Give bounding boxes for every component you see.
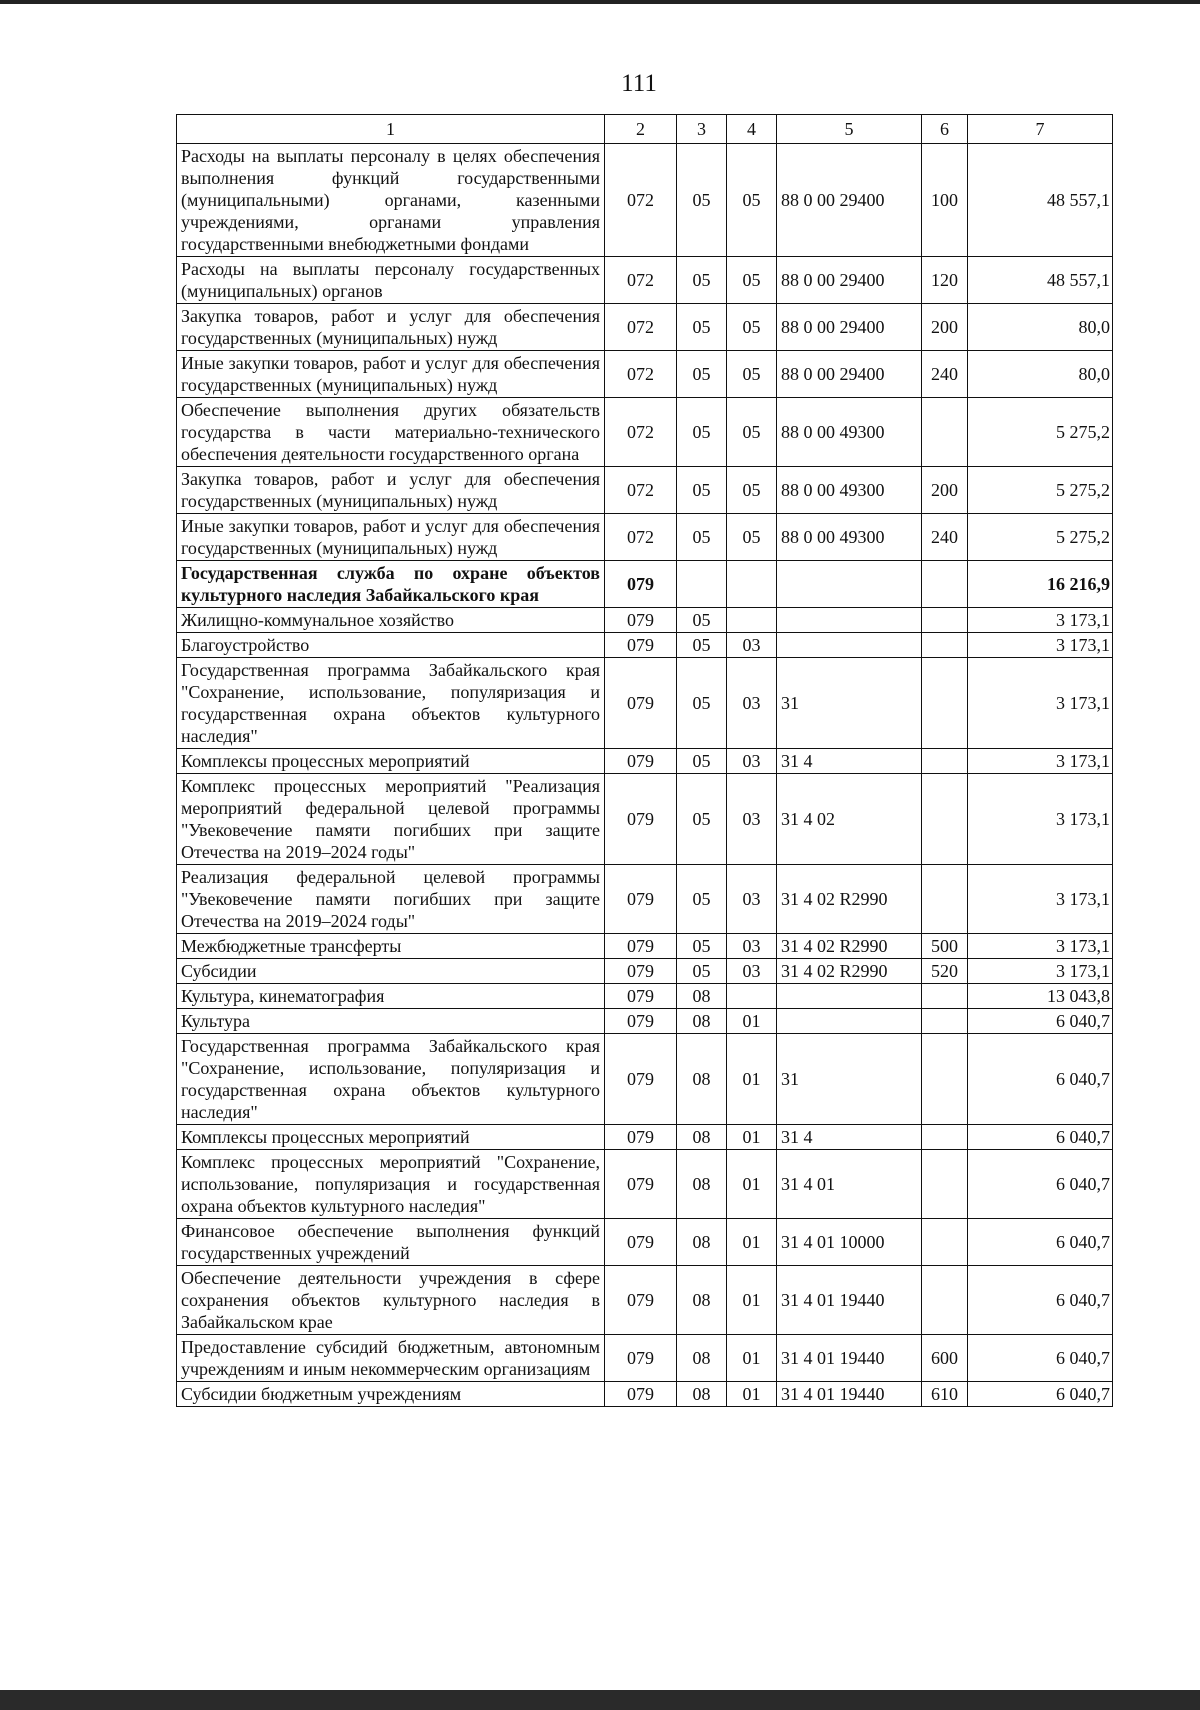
row-description: Обеспечение деятельности учреждения в сфере сохранения объектов культурного наследия в Забайкальском крае xyxy=(177,1266,605,1335)
target-article-code xyxy=(777,608,922,633)
amount: 5 275,2 xyxy=(968,514,1113,561)
subsection-code: 01 xyxy=(727,1382,777,1407)
target-article-code: 88 0 00 49300 xyxy=(777,514,922,561)
admin-code: 079 xyxy=(605,774,677,865)
target-article-code: 31 xyxy=(777,1034,922,1125)
admin-code: 079 xyxy=(605,984,677,1009)
amount: 6 040,7 xyxy=(968,1219,1113,1266)
table-row xyxy=(177,514,1113,561)
section-code: 08 xyxy=(677,1382,727,1407)
expense-type-code xyxy=(922,561,968,608)
subsection-code: 05 xyxy=(727,304,777,351)
subsection-code: 03 xyxy=(727,633,777,658)
section-code: 08 xyxy=(677,1219,727,1266)
column-header: 7 xyxy=(968,115,1113,144)
amount: 3 173,1 xyxy=(968,865,1113,934)
section-code: 08 xyxy=(677,1125,727,1150)
subsection-code: 03 xyxy=(727,865,777,934)
amount: 80,0 xyxy=(968,351,1113,398)
table-row xyxy=(177,1219,1113,1266)
table-row xyxy=(177,1009,1113,1034)
expense-type-code: 600 xyxy=(922,1335,968,1382)
section-code: 08 xyxy=(677,1335,727,1382)
amount: 3 173,1 xyxy=(968,658,1113,749)
amount: 3 173,1 xyxy=(968,633,1113,658)
table-row xyxy=(177,749,1113,774)
row-description: Закупка товаров, работ и услуг для обеспечения государственных (муниципальных) нужд xyxy=(177,467,605,514)
table-row xyxy=(177,1034,1113,1125)
amount: 48 557,1 xyxy=(968,257,1113,304)
expense-type-code xyxy=(922,984,968,1009)
row-description: Комплекс процессных мероприятий "Сохранение, использование, популяризация и государственная охрана объектов культурного наследия" xyxy=(177,1150,605,1219)
table-row xyxy=(177,658,1113,749)
row-description: Межбюджетные трансферты xyxy=(177,934,605,959)
amount: 5 275,2 xyxy=(968,467,1113,514)
row-description: Благоустройство xyxy=(177,633,605,658)
expense-type-code xyxy=(922,1125,968,1150)
section-code: 05 xyxy=(677,608,727,633)
target-article-code: 31 4 01 19440 xyxy=(777,1266,922,1335)
target-article-code: 31 4 02 xyxy=(777,774,922,865)
subsection-code: 01 xyxy=(727,1150,777,1219)
table-row xyxy=(177,1266,1113,1335)
row-description: Государственная программа Забайкальского края "Сохранение, использование, популяризация и государственная охрана объектов культурного наследия" xyxy=(177,1034,605,1125)
column-header: 5 xyxy=(777,115,922,144)
expense-type-code xyxy=(922,749,968,774)
admin-code: 079 xyxy=(605,1335,677,1382)
target-article-code: 31 xyxy=(777,658,922,749)
target-article-code xyxy=(777,984,922,1009)
row-description: Жилищно-коммунальное хозяйство xyxy=(177,608,605,633)
amount: 3 173,1 xyxy=(968,934,1113,959)
target-article-code: 31 4 02 R2990 xyxy=(777,934,922,959)
admin-code: 079 xyxy=(605,1150,677,1219)
column-header: 3 xyxy=(677,115,727,144)
section-code: 05 xyxy=(677,257,727,304)
row-description: Субсидии xyxy=(177,959,605,984)
expense-type-code xyxy=(922,1009,968,1034)
admin-code: 072 xyxy=(605,257,677,304)
row-description: Расходы на выплаты персоналу в целях обеспечения выполнения функций государственными (муниципальными) органами, казенными учреждениями, органами управления государственными внебюджетными фондами xyxy=(177,144,605,257)
subsection-code: 01 xyxy=(727,1266,777,1335)
admin-code: 079 xyxy=(605,658,677,749)
row-description: Комплексы процессных мероприятий xyxy=(177,749,605,774)
expense-type-code xyxy=(922,1266,968,1335)
row-description: Реализация федеральной целевой программы "Увековечение памяти погибших при защите Отечества на 2019–2024 годы" xyxy=(177,865,605,934)
admin-code: 079 xyxy=(605,1034,677,1125)
admin-code: 072 xyxy=(605,467,677,514)
subsection-code: 03 xyxy=(727,774,777,865)
target-article-code: 31 4 02 R2990 xyxy=(777,959,922,984)
subsection-code: 05 xyxy=(727,351,777,398)
amount: 6 040,7 xyxy=(968,1009,1113,1034)
amount: 6 040,7 xyxy=(968,1266,1113,1335)
subsection-code: 01 xyxy=(727,1034,777,1125)
section-code: 05 xyxy=(677,959,727,984)
section-code: 05 xyxy=(677,304,727,351)
section-code: 05 xyxy=(677,658,727,749)
table-row xyxy=(177,984,1113,1009)
admin-code: 079 xyxy=(605,749,677,774)
row-description: Иные закупки товаров, работ и услуг для обеспечения государственных (муниципальных) нужд xyxy=(177,514,605,561)
section-code: 05 xyxy=(677,351,727,398)
admin-code: 079 xyxy=(605,561,677,608)
admin-code: 079 xyxy=(605,934,677,959)
admin-code: 079 xyxy=(605,865,677,934)
section-code xyxy=(677,561,727,608)
expense-type-code xyxy=(922,1150,968,1219)
admin-code: 079 xyxy=(605,1009,677,1034)
expense-type-code xyxy=(922,398,968,467)
amount: 3 173,1 xyxy=(968,774,1113,865)
expense-type-code xyxy=(922,1219,968,1266)
section-code: 05 xyxy=(677,749,727,774)
row-description: Государственная служба по охране объектов культурного наследия Забайкальского края xyxy=(177,561,605,608)
expense-type-code: 240 xyxy=(922,351,968,398)
amount: 6 040,7 xyxy=(968,1125,1113,1150)
table-row xyxy=(177,467,1113,514)
target-article-code: 88 0 00 29400 xyxy=(777,144,922,257)
subsection-code: 05 xyxy=(727,467,777,514)
expense-type-code xyxy=(922,1034,968,1125)
table-row xyxy=(177,959,1113,984)
amount: 80,0 xyxy=(968,304,1113,351)
admin-code: 072 xyxy=(605,144,677,257)
section-code: 05 xyxy=(677,398,727,467)
amount: 3 173,1 xyxy=(968,749,1113,774)
subsection-code: 01 xyxy=(727,1219,777,1266)
section-code: 05 xyxy=(677,514,727,561)
subsection-code: 05 xyxy=(727,144,777,257)
table-row xyxy=(177,774,1113,865)
section-code: 05 xyxy=(677,467,727,514)
row-description: Иные закупки товаров, работ и услуг для обеспечения государственных (муниципальных) нужд xyxy=(177,351,605,398)
row-description: Государственная программа Забайкальского края "Сохранение, использование, популяризация и государственная охрана объектов культурного наследия" xyxy=(177,658,605,749)
target-article-code: 31 4 xyxy=(777,749,922,774)
table-row xyxy=(177,1335,1113,1382)
section-code: 08 xyxy=(677,1034,727,1125)
target-article-code: 31 4 01 19440 xyxy=(777,1335,922,1382)
admin-code: 079 xyxy=(605,1266,677,1335)
amount: 6 040,7 xyxy=(968,1034,1113,1125)
admin-code: 072 xyxy=(605,398,677,467)
subsection-code xyxy=(727,561,777,608)
column-header: 2 xyxy=(605,115,677,144)
target-article-code: 31 4 01 10000 xyxy=(777,1219,922,1266)
table-row xyxy=(177,865,1113,934)
scan-bottom-band xyxy=(0,1690,1200,1710)
table-row xyxy=(177,351,1113,398)
column-header: 1 xyxy=(177,115,605,144)
admin-code: 079 xyxy=(605,633,677,658)
section-code: 08 xyxy=(677,1266,727,1335)
subsection-code: 05 xyxy=(727,257,777,304)
expense-type-code: 520 xyxy=(922,959,968,984)
section-code: 05 xyxy=(677,934,727,959)
expense-type-code xyxy=(922,774,968,865)
expense-type-code xyxy=(922,608,968,633)
subsection-code xyxy=(727,984,777,1009)
admin-code: 079 xyxy=(605,1382,677,1407)
admin-code: 072 xyxy=(605,514,677,561)
section-code: 08 xyxy=(677,1009,727,1034)
target-article-code: 31 4 02 R2990 xyxy=(777,865,922,934)
target-article-code: 88 0 00 49300 xyxy=(777,467,922,514)
target-article-code xyxy=(777,561,922,608)
amount: 6 040,7 xyxy=(968,1335,1113,1382)
section-code: 08 xyxy=(677,984,727,1009)
subsection-code: 01 xyxy=(727,1335,777,1382)
row-description: Культура, кинематография xyxy=(177,984,605,1009)
expense-type-code: 500 xyxy=(922,934,968,959)
table-row xyxy=(177,398,1113,467)
target-article-code: 31 4 01 xyxy=(777,1150,922,1219)
table-row xyxy=(177,1382,1113,1407)
scan-top-border xyxy=(0,0,1200,4)
subsection-code: 05 xyxy=(727,514,777,561)
budget-table xyxy=(176,114,1113,1407)
admin-code: 072 xyxy=(605,304,677,351)
section-code: 05 xyxy=(677,633,727,658)
table-row xyxy=(177,608,1113,633)
admin-code: 079 xyxy=(605,1125,677,1150)
expense-type-code: 240 xyxy=(922,514,968,561)
row-description: Комплекс процессных мероприятий "Реализация мероприятий федеральной целевой программы "Увековечение памяти погибших при защите Отечества на 2019–2024 годы" xyxy=(177,774,605,865)
table-row xyxy=(177,257,1113,304)
subsection-code: 05 xyxy=(727,398,777,467)
target-article-code: 88 0 00 29400 xyxy=(777,304,922,351)
target-article-code xyxy=(777,633,922,658)
admin-code: 079 xyxy=(605,608,677,633)
table-row xyxy=(177,304,1113,351)
amount: 5 275,2 xyxy=(968,398,1113,467)
row-description: Предоставление субсидий бюджетным, автономным учреждениям и иным некоммерческим организациям xyxy=(177,1335,605,1382)
section-code: 05 xyxy=(677,774,727,865)
admin-code: 072 xyxy=(605,351,677,398)
table-row xyxy=(177,633,1113,658)
page-number: 111 xyxy=(621,70,657,97)
section-code: 05 xyxy=(677,144,727,257)
expense-type-code: 200 xyxy=(922,304,968,351)
subsection-code: 03 xyxy=(727,934,777,959)
amount: 16 216,9 xyxy=(968,561,1113,608)
subsection-code: 03 xyxy=(727,658,777,749)
expense-type-code xyxy=(922,633,968,658)
target-article-code: 31 4 xyxy=(777,1125,922,1150)
subsection-code: 03 xyxy=(727,749,777,774)
row-description: Субсидии бюджетным учреждениям xyxy=(177,1382,605,1407)
row-description: Финансовое обеспечение выполнения функций государственных учреждений xyxy=(177,1219,605,1266)
target-article-code: 88 0 00 49300 xyxy=(777,398,922,467)
admin-code: 079 xyxy=(605,1219,677,1266)
amount: 3 173,1 xyxy=(968,959,1113,984)
expense-type-code xyxy=(922,658,968,749)
amount: 6 040,7 xyxy=(968,1150,1113,1219)
amount: 48 557,1 xyxy=(968,144,1113,257)
expense-type-code: 200 xyxy=(922,467,968,514)
table-row xyxy=(177,1125,1113,1150)
expense-type-code: 610 xyxy=(922,1382,968,1407)
amount: 13 043,8 xyxy=(968,984,1113,1009)
section-code: 05 xyxy=(677,865,727,934)
target-article-code: 88 0 00 29400 xyxy=(777,257,922,304)
section-code: 08 xyxy=(677,1150,727,1219)
expense-type-code: 100 xyxy=(922,144,968,257)
subsection-code: 01 xyxy=(727,1009,777,1034)
table-row xyxy=(177,561,1113,608)
column-header: 6 xyxy=(922,115,968,144)
row-description: Расходы на выплаты персоналу государственных (муниципальных) органов xyxy=(177,257,605,304)
table-row xyxy=(177,934,1113,959)
row-description: Культура xyxy=(177,1009,605,1034)
column-header: 4 xyxy=(727,115,777,144)
target-article-code: 31 4 01 19440 xyxy=(777,1382,922,1407)
amount: 3 173,1 xyxy=(968,608,1113,633)
table-row xyxy=(177,144,1113,257)
row-description: Закупка товаров, работ и услуг для обеспечения государственных (муниципальных) нужд xyxy=(177,304,605,351)
table-header-row xyxy=(177,115,1113,144)
target-article-code xyxy=(777,1009,922,1034)
subsection-code xyxy=(727,608,777,633)
subsection-code: 01 xyxy=(727,1125,777,1150)
row-description: Обеспечение выполнения других обязательств государства в части материально-технического обеспечения деятельности государственного органа xyxy=(177,398,605,467)
target-article-code: 88 0 00 29400 xyxy=(777,351,922,398)
amount: 6 040,7 xyxy=(968,1382,1113,1407)
subsection-code: 03 xyxy=(727,959,777,984)
row-description: Комплексы процессных мероприятий xyxy=(177,1125,605,1150)
table-row xyxy=(177,1150,1113,1219)
expense-type-code: 120 xyxy=(922,257,968,304)
expense-type-code xyxy=(922,865,968,934)
admin-code: 079 xyxy=(605,959,677,984)
